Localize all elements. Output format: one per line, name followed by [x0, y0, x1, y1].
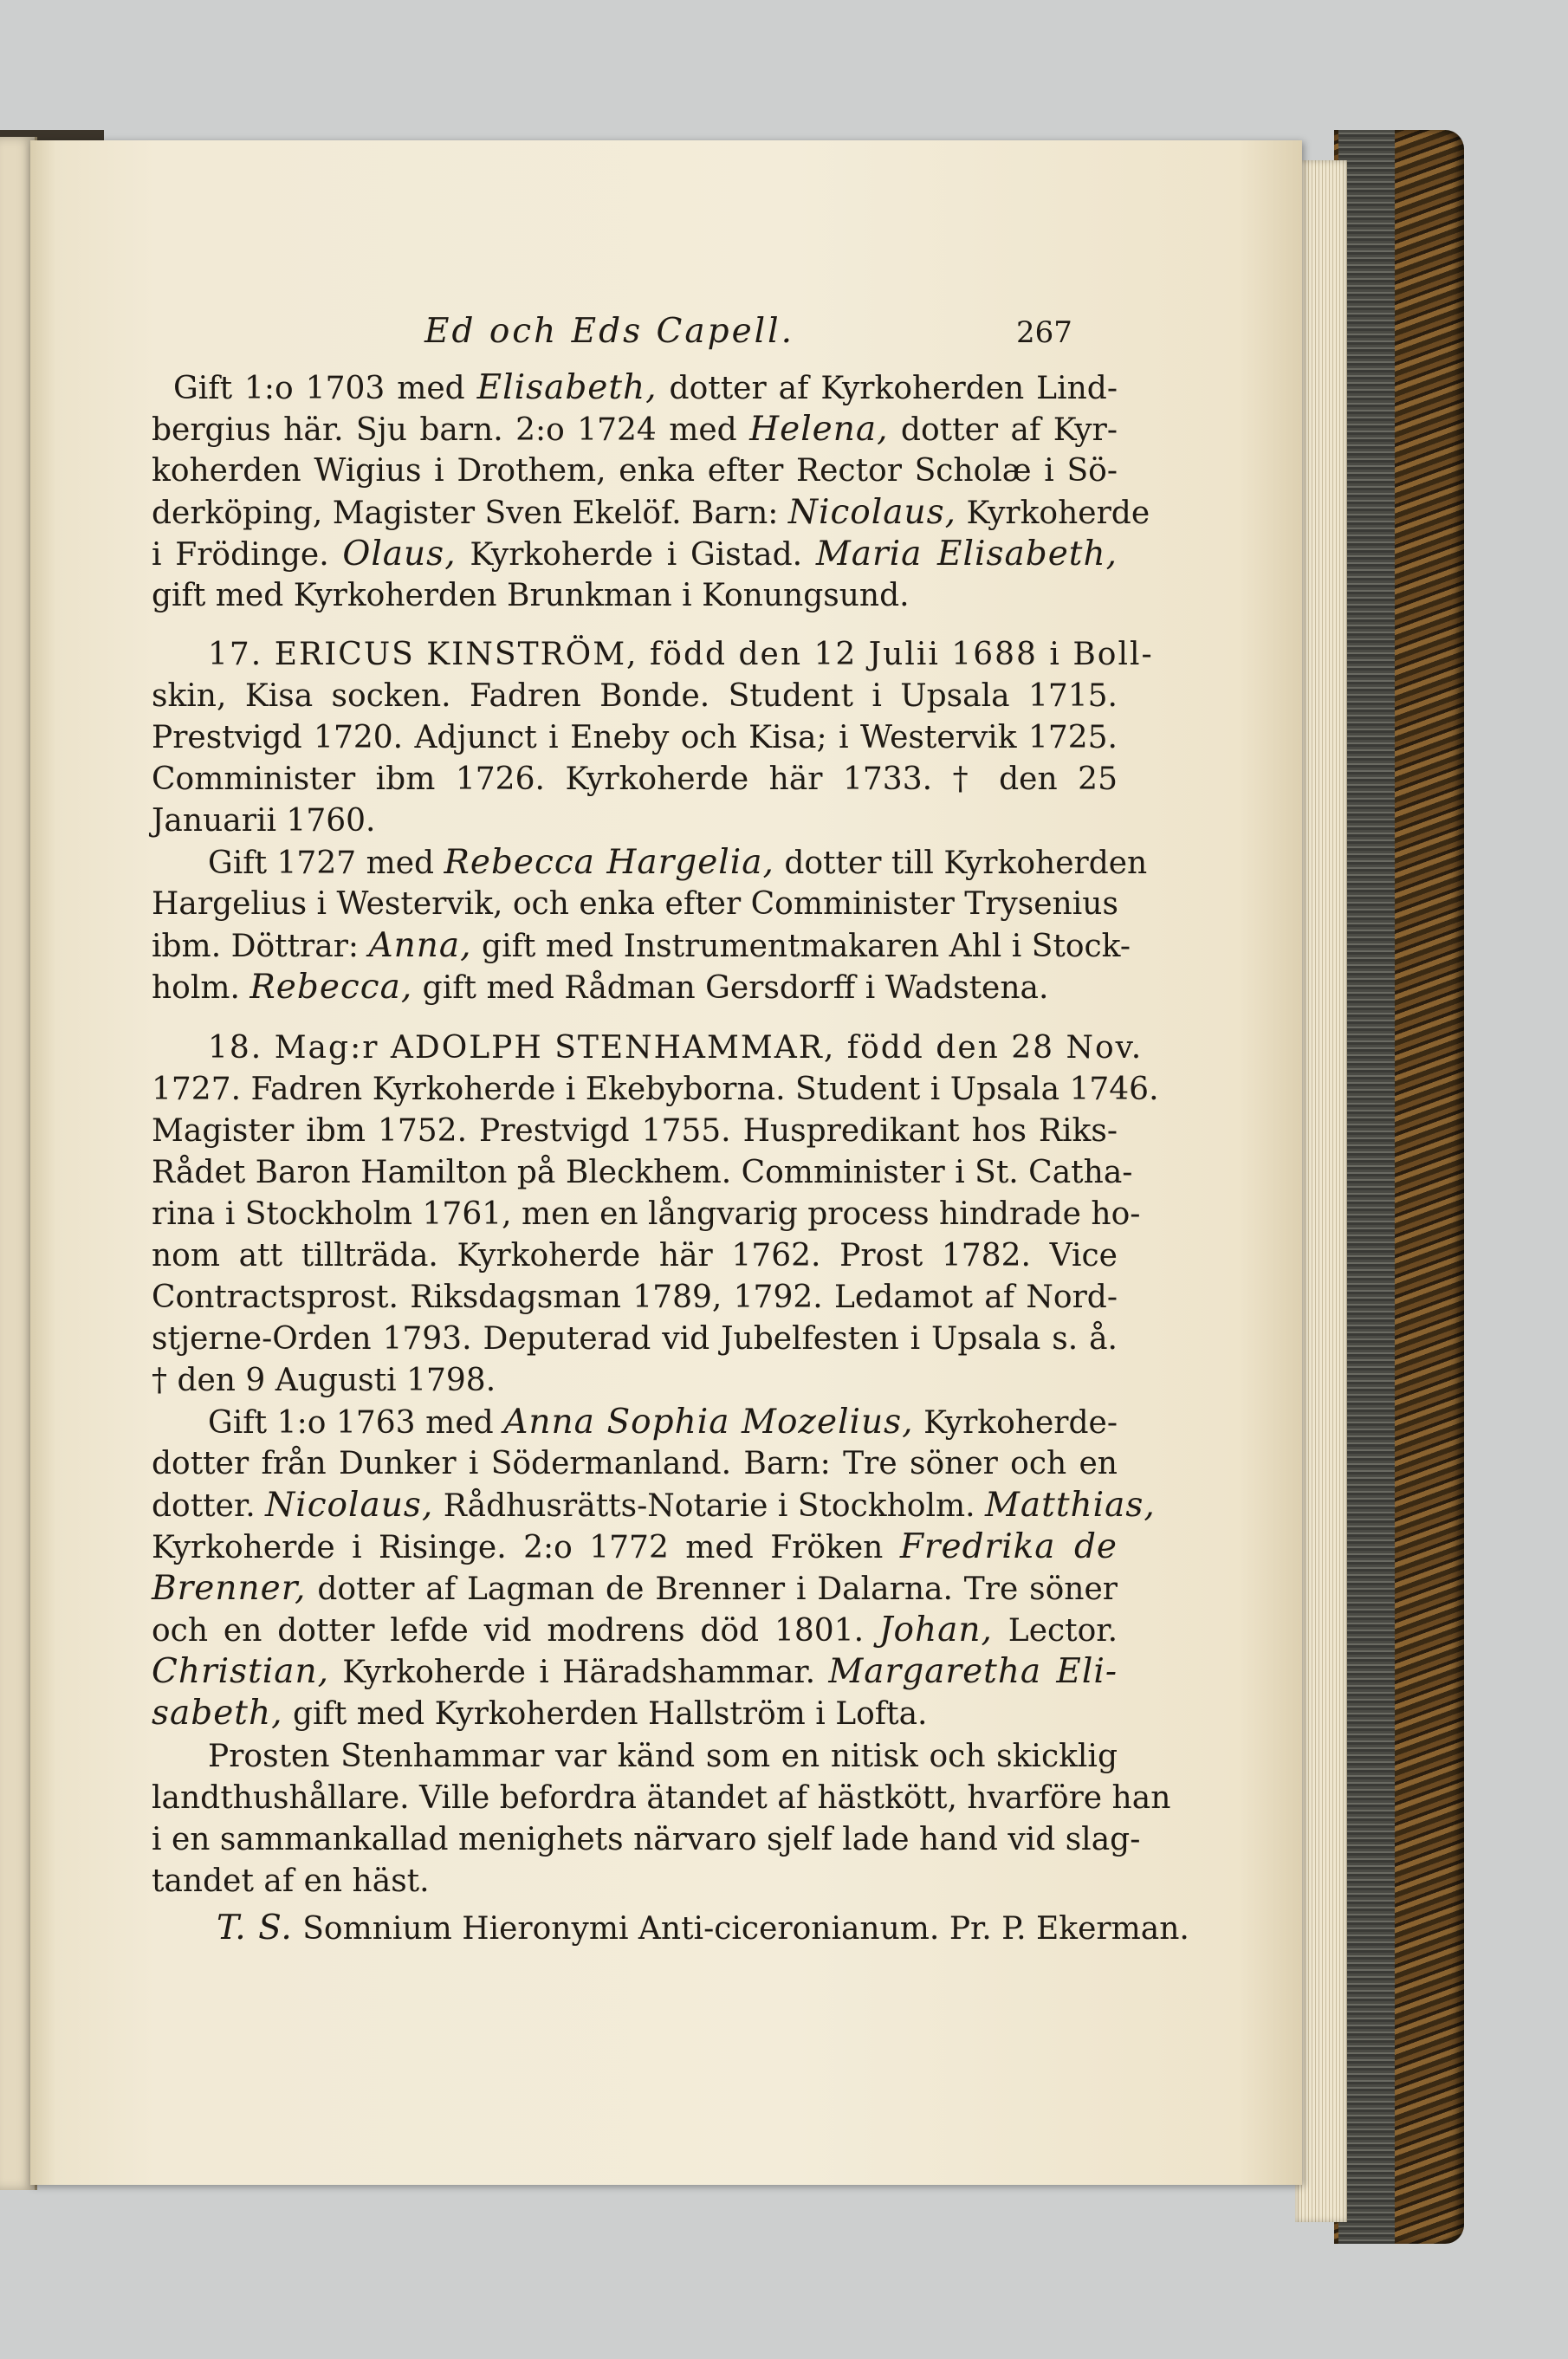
text-run: Prosten Stenhammar var känd som en nitisk och skicklig [208, 1739, 1118, 1774]
text-run: gift med Kyrkoherden Brunkman i Konungsund. [152, 578, 910, 613]
text-run: 18. Mag:r ADOLPH STENHAMMAR, född den 28 Nov. [208, 1030, 1144, 1066]
text-line [173, 367, 1118, 409]
text-line [152, 967, 1118, 1008]
text-line [152, 800, 1118, 842]
text-run: Januarii 1760. [152, 803, 376, 839]
text-line [152, 409, 1118, 450]
page-stack-edges [1295, 160, 1347, 2222]
text-line [208, 634, 1154, 676]
text-line [217, 1908, 1189, 1949]
name-italic: Fredrika de [899, 1527, 1118, 1566]
text-line [152, 1111, 1118, 1152]
text-run: Magister ibm 1752. Prestvigd 1755. Huspredikant hos Riks- [152, 1113, 1118, 1149]
text-line [152, 492, 1150, 534]
text-run: Kyrkoherde- [913, 1405, 1118, 1441]
text-run: Somnium Hieronymi Anti-ciceronianum. Pr. P. Ekerman. [292, 1911, 1189, 1947]
text-line [152, 1194, 1141, 1235]
text-line [152, 575, 1118, 617]
text-run: gift med Kyrkoherden Hallström i Lofta. [282, 1696, 928, 1732]
text-line [152, 1443, 1118, 1485]
text-line [152, 1778, 1171, 1819]
text-line [152, 1235, 1118, 1277]
name-italic: Anna Sophia Mozelius, [503, 1403, 914, 1442]
text-run: dotter af Lagman de Brenner i Dalarna. Tre söner [306, 1572, 1118, 1607]
name-italic: Anna, [368, 926, 472, 965]
text-run: dotter till Kyrkoherden [774, 846, 1148, 881]
text-run: rina i Stockholm 1761, men en långvarig process hindrade ho- [152, 1196, 1141, 1232]
text-run: Hargelius i Westervik, och enka efter Comminister Trysenius [152, 886, 1118, 922]
page-title: Ed och Eds Capell. [424, 312, 794, 351]
text-run: stjerne-Orden 1793. Deputerad vid Jubelfesten i Upsala s. å. [152, 1321, 1118, 1357]
text-run: 1727. Fadren Kyrkoherde i Ekebyborna. Student i Upsala 1746. [152, 1072, 1159, 1107]
text-run: ibm. Döttrar: [152, 929, 369, 964]
name-italic: Margaretha Eli- [828, 1652, 1118, 1691]
text-line [152, 1610, 1118, 1651]
name-italic: Christian, [152, 1652, 329, 1691]
text-line [208, 842, 1148, 884]
text-line [152, 1526, 1118, 1568]
text-run: Kyrkoherde i Risinge. 2:o 1772 med Fröken [152, 1530, 900, 1565]
text-run: Comminister ibm 1726. Kyrkoherde här 1733. † den 25 [152, 761, 1118, 797]
text-run: Rådhusrätts-Notarie i Stockholm. [433, 1488, 985, 1524]
name-italic: Helena, [749, 410, 889, 449]
text-line [152, 1568, 1118, 1610]
text-line [152, 1819, 1141, 1861]
text-run: och en dotter lefde vid modrens död 1801. [152, 1613, 879, 1649]
text-line [208, 1402, 1118, 1443]
running-header [30, 312, 1302, 364]
text-line [152, 450, 1118, 492]
text-run: koherden Wigius i Drothem, enka efter Rector Scholæ i Sö- [152, 453, 1118, 489]
text-line [208, 1736, 1118, 1778]
text-run: i Frödinge. [152, 537, 343, 573]
text-line [152, 717, 1118, 759]
text-run: Contractsprost. Riksdagsman 1789, 1792. Ledamot af Nord- [152, 1280, 1118, 1315]
text-run: bergius här. Sju barn. 2:o 1724 med [152, 412, 750, 448]
text-run: † den 9 Augusti 1798. [152, 1363, 496, 1398]
text-run: Prestvigd 1720. Adjunct i Eneby och Kisa; i Westervik 1725. [152, 720, 1118, 755]
text-run: i en sammankallad menighets närvaro sjelf lade hand vid slag- [152, 1822, 1141, 1857]
text-run: 17. ERICUS KINSTRÖM, född den 12 Julii 1688 i Boll- [208, 637, 1154, 672]
name-italic: sabeth, [152, 1694, 283, 1733]
name-italic: Brenner, [152, 1569, 307, 1608]
text-line [152, 1069, 1159, 1111]
text-line [152, 534, 1118, 575]
name-italic: Maria Elisabeth, [815, 535, 1118, 574]
text-line [152, 1152, 1133, 1194]
text-run: Gift 1:o 1703 med [173, 371, 477, 406]
text-run: dotter af Kyrkoherden Lind- [657, 371, 1118, 406]
text-line [152, 884, 1118, 925]
name-italic: T. S. [217, 1909, 293, 1947]
text-line [152, 676, 1118, 717]
name-italic: Nicolaus, [265, 1486, 434, 1525]
text-run: skin, Kisa socken. Fadren Bonde. Student i Upsala 1715. [152, 678, 1118, 714]
text-run: Gift 1:o 1763 med [208, 1405, 504, 1441]
page-number: 267 [1016, 315, 1072, 350]
text-run: dotter. [152, 1488, 266, 1524]
text-run: Lector. [992, 1613, 1118, 1649]
text-run: tandet af en häst. [152, 1863, 430, 1899]
text-run: Kyrkoherde [956, 496, 1150, 531]
text-line [152, 1651, 1118, 1693]
name-italic: Olaus, [342, 535, 457, 574]
text-line [152, 1360, 1118, 1402]
text-run: nom att tillträda. Kyrkoherde här 1762. Prost 1782. Vice [152, 1238, 1118, 1273]
text-line [152, 1485, 1156, 1526]
name-italic: Rebecca Hargelia, [444, 843, 774, 882]
text-run: Rådet Baron Hamilton på Bleckhem. Comminister i St. Catha- [152, 1155, 1133, 1190]
text-run: gift med Instrumentmakaren Ahl i Stock- [471, 929, 1131, 964]
text-line [152, 1319, 1118, 1360]
name-italic: Rebecca, [249, 968, 413, 1007]
text-run: dotter från Dunker i Södermanland. Barn: Tre söner och en [152, 1446, 1118, 1481]
text-run: gift med Rådman Gersdorff i Wadstena. [412, 970, 1049, 1006]
text-run: derköping, Magister Sven Ekelöf. Barn: [152, 496, 788, 531]
name-italic: Johan, [878, 1610, 993, 1649]
text-run: Kyrkoherde i Häradshammar. [329, 1655, 829, 1690]
text-run: holm. [152, 970, 250, 1006]
text-line [152, 1693, 1118, 1734]
name-italic: Nicolaus, [787, 493, 957, 532]
text-run: landthushållare. Ville befordra ätandet af hästkött, hvarföre han [152, 1780, 1171, 1816]
text-line [152, 1861, 1118, 1902]
text-run: Gift 1727 med [208, 846, 444, 881]
text-run: Kyrkoherde i Gistad. [456, 537, 816, 573]
name-italic: Matthias, [984, 1486, 1156, 1525]
text-line [152, 925, 1131, 967]
text-line [152, 1277, 1118, 1319]
text-run: dotter af Kyr- [888, 412, 1118, 448]
text-line [152, 759, 1118, 800]
text-line [208, 1027, 1144, 1069]
name-italic: Elisabeth, [476, 368, 658, 407]
book-page [30, 140, 1302, 2185]
